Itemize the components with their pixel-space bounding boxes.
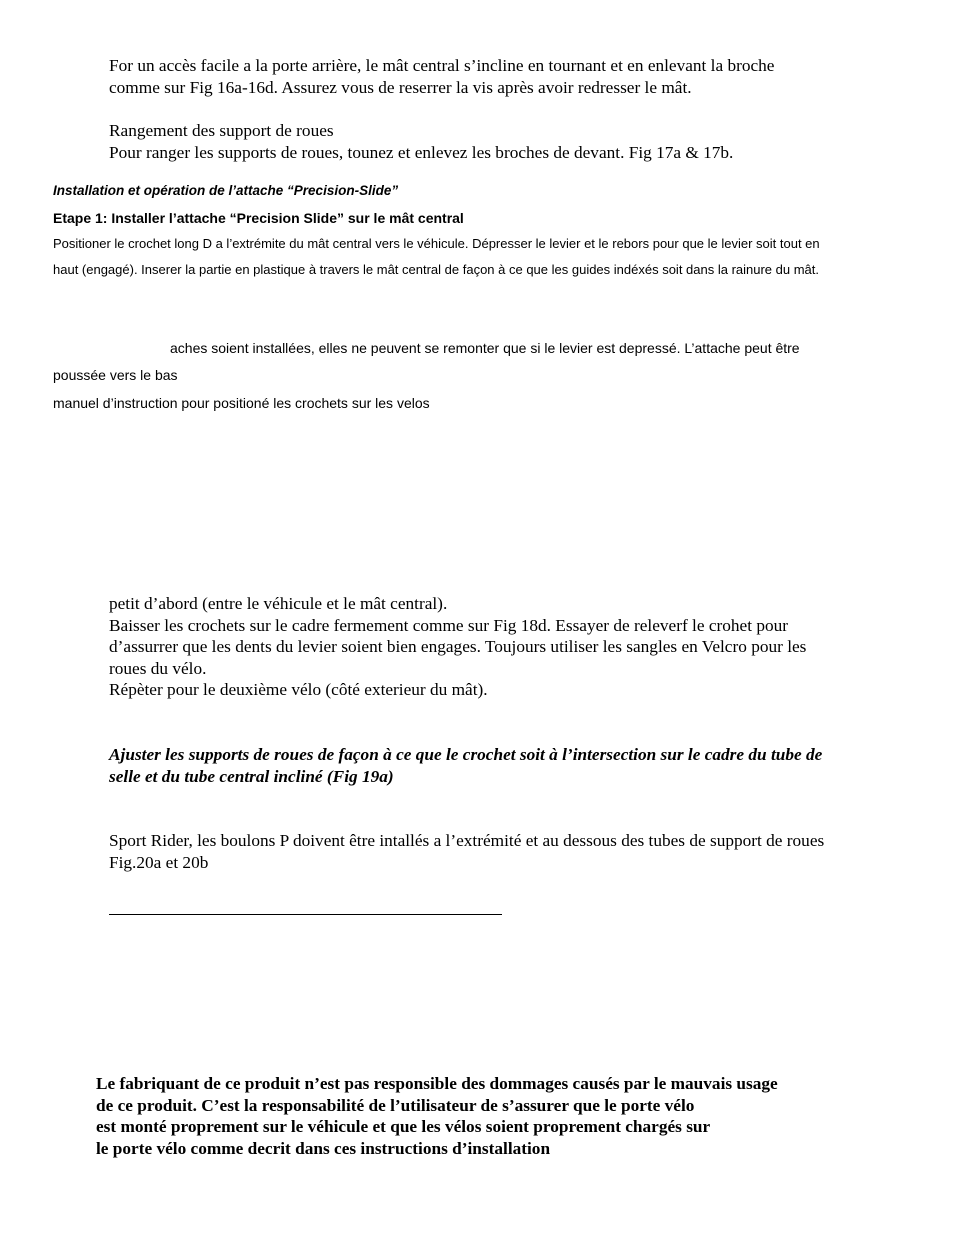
loading-line: Répèter pour le deuxième vélo (côté exterieur du mât). bbox=[109, 680, 488, 700]
storage-title: Rangement des support de roues bbox=[109, 121, 334, 140]
sport-rider-note bbox=[109, 830, 824, 873]
adjust-note-line: selle et du tube central incliné (Fig 19a) bbox=[109, 766, 394, 786]
storage-section bbox=[109, 120, 733, 163]
step1-title: Etape 1: Installer l’attache “Precision Slide” sur le mât central bbox=[53, 210, 464, 226]
loading-line: roues du vélo. bbox=[109, 658, 207, 678]
disclaimer bbox=[96, 1073, 778, 1159]
disclaimer-line: le porte vélo comme decrit dans ces instructions d’installation bbox=[96, 1138, 551, 1158]
loading-instructions bbox=[109, 593, 806, 701]
disclaimer-line: Le fabriquant de ce produit n’est pas responsible des dommages causés par le mauvais usage bbox=[96, 1074, 778, 1093]
fragment-text-2: poussée vers le bas bbox=[53, 367, 178, 383]
fragment-text-3: manuel d’instruction pour positioné les crochets sur les velos bbox=[53, 395, 430, 411]
loading-line: Baisser les crochets sur le cadre fermement comme sur Fig 18d. Essayer de releverf le crohet pour bbox=[109, 615, 788, 635]
fragment-text-1: aches soient installées, elles ne peuvent se remonter que si le levier est depressé. L’attache peut être bbox=[170, 340, 800, 356]
disclaimer-line: est monté proprement sur le véhicule et que les vélos soient proprement chargés sur bbox=[96, 1117, 711, 1137]
separator-line bbox=[109, 914, 502, 915]
step1-text-line: Positioner le crochet long D a l’extrémite du mât central vers le véhicule. Dépresser le levier et le rebors pour que le levier soit tout en bbox=[53, 236, 820, 251]
adjust-note-line: Ajuster les supports de roues de façon à ce que le crochet soit à l’intersection sur le cadre du tube de bbox=[109, 745, 823, 764]
access-note-line: For un accès facile a la porte arrière, le mât central s’incline en tournant et en enlevant la broche bbox=[109, 56, 775, 75]
access-note-line: comme sur Fig 16a-16d. Assurez vous de reserrer la vis après avoir redresser le mât. bbox=[109, 77, 692, 97]
loading-line: petit d’abord (entre le véhicule et le mât central). bbox=[109, 594, 448, 613]
sport-rider-line: Sport Rider, les boulons P doivent être intallés a l’extrémité et au dessous des tubes de support de roues bbox=[109, 831, 825, 850]
step1-text-line: haut (engagé). Inserer la partie en plastique à travers le mât central de façon à ce que les guides indéxés soit dans la rainure du mât. bbox=[53, 262, 820, 277]
step1-text bbox=[53, 231, 820, 283]
loading-line: d’assurrer que les dents du levier soient bien engages. Toujours utiliser les sangles en Velcro pour les bbox=[109, 637, 807, 657]
access-note bbox=[109, 55, 774, 98]
sport-rider-line: Fig.20a et 20b bbox=[109, 852, 209, 872]
storage-text: Pour ranger les supports de roues, tounez et enlevez les broches de devant. Fig 17a & 17b. bbox=[109, 142, 734, 162]
adjust-note bbox=[109, 744, 822, 787]
section-title: Installation et opération de l’attache “Precision-Slide” bbox=[53, 183, 399, 198]
disclaimer-line: de ce produit. C’est la responsabilité de l’utilisateur de s’assurer que le porte vélo bbox=[96, 1095, 695, 1115]
